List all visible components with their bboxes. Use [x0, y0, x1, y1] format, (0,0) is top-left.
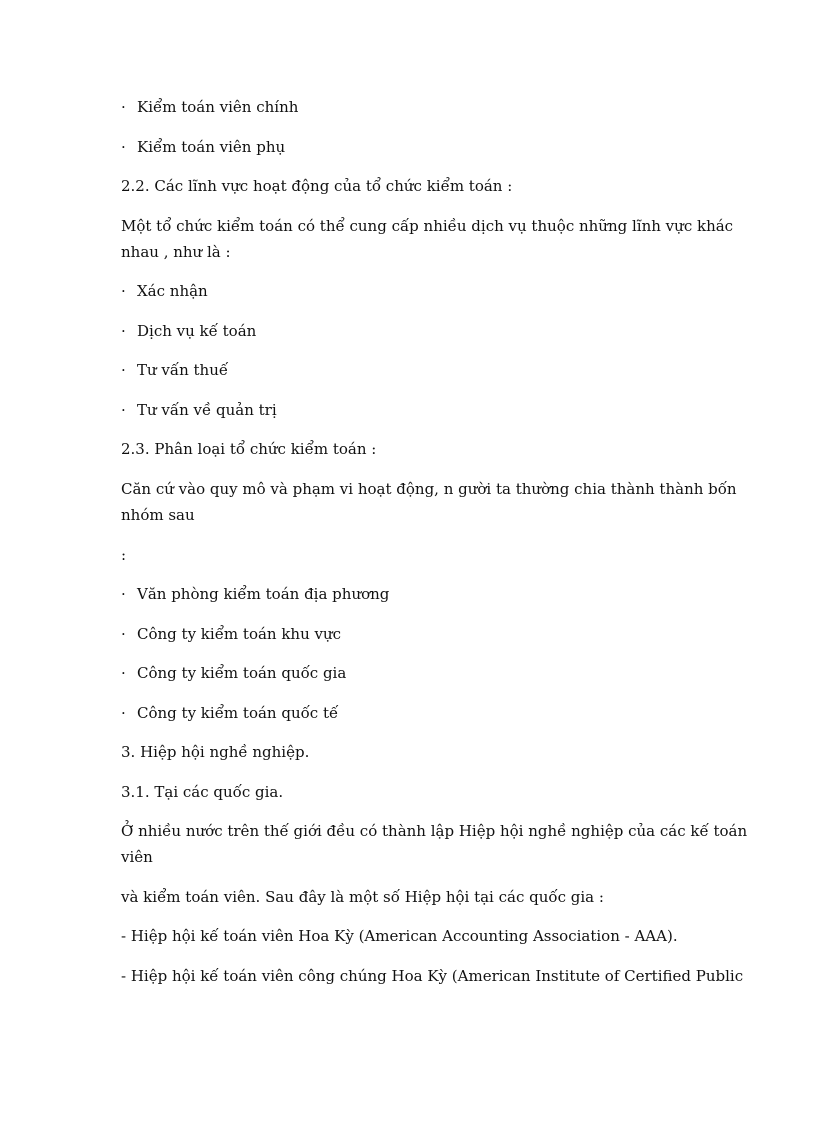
bullet-text: Công ty kiểm toán quốc gia	[137, 664, 347, 682]
bullet-item-management-advisory	[121, 400, 701, 420]
bullet-item-attestation	[121, 281, 701, 301]
bullet-item-international-firm	[121, 703, 701, 723]
bullet-item-main-auditor	[121, 97, 701, 117]
list-item-aaa: - Hiệp hội kế toán viên Hoa Kỳ (American Accounting Association - AAA).	[121, 927, 678, 945]
bullet-dot: ·	[121, 401, 126, 419]
paragraph-line: nhóm sau	[121, 506, 195, 524]
bullet-item-accounting-services	[121, 321, 701, 341]
paragraph-line: Ở nhiều nước trên thế giới đều có thành lập Hiệp hội nghề nghiệp của các kế toán	[121, 822, 748, 840]
list-item-aicpa: - Hiệp hội kế toán viên công chúng Hoa Kỳ (American Institute of Certified Public	[121, 967, 744, 985]
bullet-item-local-office	[121, 584, 701, 604]
bullet-text: Công ty kiểm toán quốc tế	[137, 704, 339, 722]
bullet-dot: ·	[121, 664, 126, 682]
bullet-text: Công ty kiểm toán khu vực	[137, 625, 342, 643]
bullet-dot: ·	[121, 98, 126, 116]
bullet-dot: ·	[121, 322, 126, 340]
bullet-item-regional-firm	[121, 624, 701, 644]
bullet-text: Tư vấn thuế	[137, 361, 229, 379]
bullet-dot: ·	[121, 361, 126, 379]
bullet-text: Tư vấn về quản trị	[137, 401, 277, 419]
paragraph-line: viên	[121, 848, 153, 866]
bullet-text: Kiểm toán viên phụ	[137, 138, 286, 156]
bullet-item-assistant-auditor	[121, 137, 701, 157]
bullet-dot: ·	[121, 138, 126, 156]
section-heading-2-3: 2.3. Phân loại tổ chức kiểm toán :	[121, 440, 377, 458]
bullet-text: Kiểm toán viên chính	[137, 98, 299, 116]
bullet-text: Dịch vụ kế toán	[137, 322, 257, 340]
section-heading-3-1: 3.1. Tại các quốc gia.	[121, 783, 284, 801]
bullet-dot: ·	[121, 704, 126, 722]
bullet-item-tax-advisory	[121, 360, 701, 380]
paragraph-line: và kiểm toán viên. Sau đây là một số Hiệp hội tại các quốc gia :	[121, 888, 604, 906]
bullet-dot: ·	[121, 585, 126, 603]
bullet-item-national-firm	[121, 663, 701, 683]
paragraph-line: :	[121, 546, 127, 564]
bullet-text: Xác nhận	[137, 282, 208, 300]
paragraph-line: Một tổ chức kiểm toán có thể cung cấp nhiều dịch vụ thuộc những lĩnh vực khác	[121, 217, 734, 235]
bullet-text: Văn phòng kiểm toán địa phương	[137, 585, 390, 603]
paragraph-line: Căn cứ vào quy mô và phạm vi hoạt động, n gười ta thường chia thành thành bốn	[121, 480, 737, 498]
section-heading-2-2: 2.2. Các lĩnh vực hoạt động của tổ chức kiểm toán :	[121, 177, 513, 195]
paragraph-line: nhau , như là :	[121, 243, 231, 261]
bullet-dot: ·	[121, 625, 126, 643]
section-heading-3: 3. Hiệp hội nghề nghiệp.	[121, 743, 310, 761]
bullet-dot: ·	[121, 282, 126, 300]
